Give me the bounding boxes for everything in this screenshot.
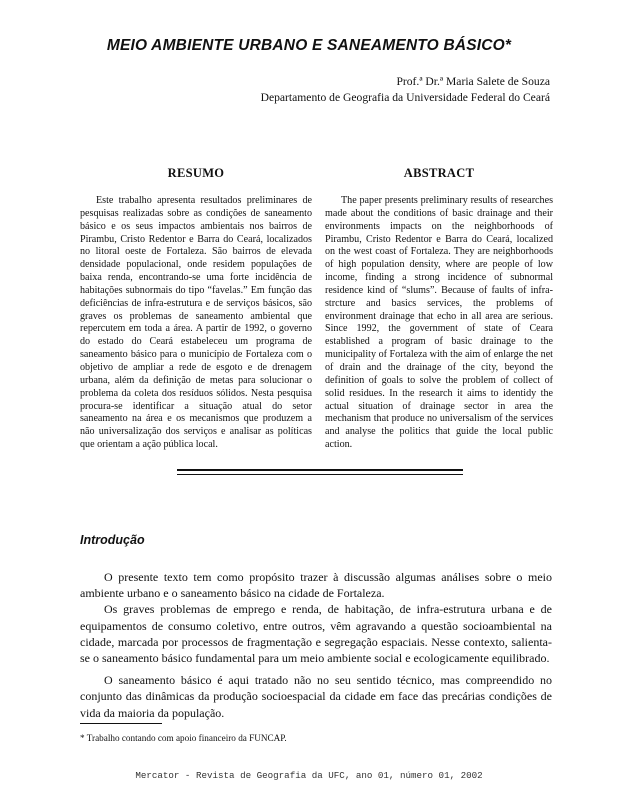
resumo-heading: RESUMO xyxy=(167,166,225,180)
divider-thin xyxy=(177,474,463,475)
article-title: MEIO AMBIENTE URBANO E SANEAMENTO BÁSICO* xyxy=(106,37,512,54)
resumo-column xyxy=(80,195,312,452)
author-name: Prof.ª Dr.ª Maria Salete de Souza xyxy=(396,75,550,88)
section-heading-introducao: Introdução xyxy=(80,533,145,547)
abstract-text: The paper presents preliminary results of researches made about the conditions of basic drainage and their environments impacts on the neighborhoods of Pirambu, Cristo Redentor e Barra do Ceará, localized on the west coast of Fortaleza. They are neighborhoods of high population density, where are people of low income, finding a strong incidence of subnormal residence kind of “slums”. Because of faults of infra-strcture and basics services, the problems of environment drainage that echo in all area are serious. Since 1992, the government of state of Ceara established a program of basic drainage to the municipality of Fortaleza with the aim of enlarge the net of drain and the drainage of the city, beyond the definition of goals to solve the problem of collect of solid residues. In the research it aims to identidy the actual situation of drainage sector in area the mechanism that produce no universalism of the services and analyse the politics that guide the local public action. xyxy=(325,195,553,451)
page-footer: Mercator - Revista de Geografia da UFC, ano 01, número 01, 2002 xyxy=(135,770,483,781)
abstract-heading: ABSTRACT xyxy=(403,166,475,180)
abstract-column xyxy=(325,195,553,452)
footnote-rule xyxy=(80,723,162,724)
body-paragraph: O presente texto tem como propósito trazer à discussão algumas análises sobre o meio ambiente urbano e o saneamento básico na cidade de Fortaleza. xyxy=(80,570,552,601)
author-block xyxy=(261,74,550,106)
author-affiliation: Departamento de Geografia da Universidade Federal do Ceará xyxy=(260,91,550,104)
body-paragraph: O saneamento básico é aqui tratado não no seu sentido técnico, mas compreendido no conjunto das dinâmicas da produção socioespacial da cidade em face das precárias condições de vida da maioria da população. xyxy=(80,673,552,720)
divider-thick xyxy=(177,469,463,471)
footnote: * Trabalho contando com apoio financeiro da FUNCAP. xyxy=(80,733,287,743)
body-paragraph: Os graves problemas de emprego e renda, de habitação, de infra-estrutura urbana e de equipamentos de consumo coletivo, entre outros, vêm agravando a questão socioambiental na cidade, marcada por processos de fragmentação e segregação espaciais. Nesse contexto, salienta-se o saneamento básico fundamental para um meio ambiente social e ecologicamente equilibrado. xyxy=(80,602,552,666)
introducao-body xyxy=(80,569,552,721)
resumo-text: Este trabalho apresenta resultados preliminares de pesquisas realizadas sobre as condições de saneamento básico e os seus impactos ambientais nos bairros de Pirambu, Cristo Redentor e Barra do Ceará, localizados no litoral oeste de Fortaleza. São bairros de elevada densidade populacional, onde residem populações de baixa renda, encontrando-se uma forte incidência de habitações subnormais do tipo “favelas.” Em função das deficiências de infra-estrutura e de serviços básicos, são graves os problemas de saneamento ambiental que repercutem em toda a área. A partir de 1992, o governo do estado do Ceará estabeleceu um programa de saneamento básico para o município de Fortaleza com o objetivo de ampliar a rede de esgoto e de drenagem urbana, além da definição de metas para solucionar o problema da coleta dos resíduos sólidos. Nesta pesquisa procura-se identificar a situação atual do setor saneamento na área e os mecanismos que produzem a não universalização dos serviços e analisar as políticas que orientam a ação pública local. xyxy=(80,195,312,451)
